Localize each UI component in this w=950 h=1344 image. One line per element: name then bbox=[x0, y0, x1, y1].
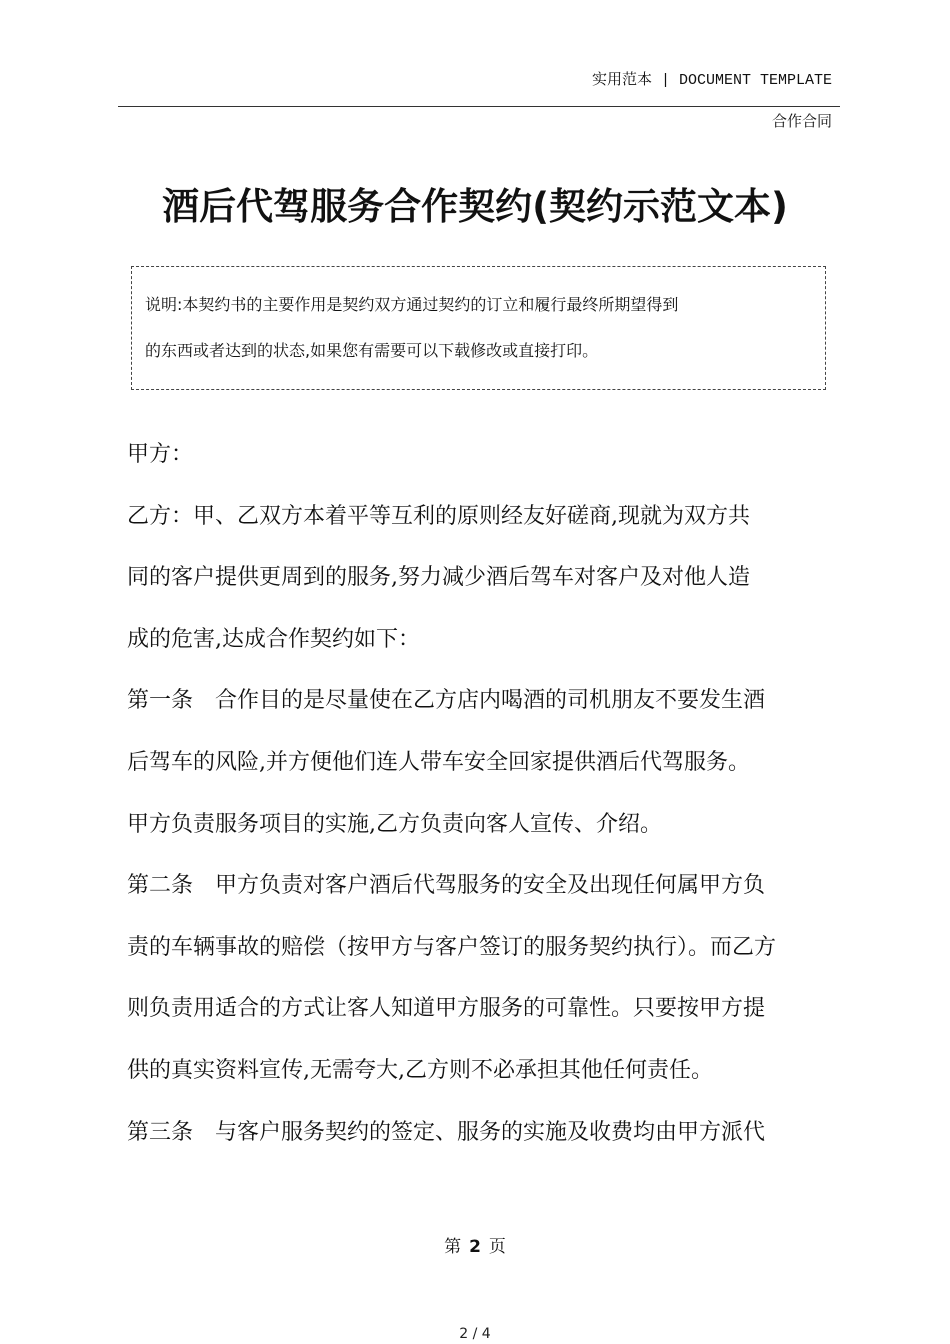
body-line: 甲方负责服务项目的实施,乙方负责向客人宣传、介绍。 bbox=[127, 811, 662, 837]
body-line: 同的客户提供更周到的服务,努力减少酒后驾车对客户及对他人造 bbox=[127, 565, 750, 591]
page-footer-suffix: 页 bbox=[488, 1237, 506, 1257]
document-title: 酒后代驾服务合作契约(契约示范文本) bbox=[162, 185, 788, 228]
note-line: 的东西或者达到的状态,如果您有需要可以下载修改或直接打印。 bbox=[145, 341, 599, 360]
body-line: 第三条 与客户服务契约的签定、服务的实施及收费均由甲方派代 bbox=[127, 1119, 766, 1145]
page-footer-prefix: 第 bbox=[444, 1237, 462, 1257]
body-line: 第一条 合作目的是尽量使在乙方店内喝酒的司机朋友不要发生酒 bbox=[127, 688, 766, 714]
body-line: 成的危害,达成合作契约如下： bbox=[127, 626, 420, 652]
body-line: 甲方： bbox=[127, 442, 194, 467]
header-category: 合作合同 bbox=[771, 112, 832, 130]
body-line: 供的真实资料宣传,无需夸大,乙方则不必承担其他任何责任。 bbox=[127, 1057, 713, 1083]
body-line: 责的车辆事故的赔偿（按甲方与客户签订的服务契约执行）。而乙方 bbox=[127, 934, 777, 960]
header-brand: 实用范本 | DOCUMENT TEMPLATE bbox=[591, 72, 832, 89]
note-box bbox=[131, 266, 826, 390]
body-line: 第二条 甲方负责对客户酒后代驾服务的安全及出现任何属甲方负 bbox=[127, 873, 766, 899]
note-line: 说明:本契约书的主要作用是契约双方通过契约的订立和履行最终所期望得到 bbox=[145, 295, 679, 314]
header-divider bbox=[118, 106, 840, 107]
page-footer bbox=[0, 1232, 950, 1257]
body-line: 则负责用适合的方式让客人知道甲方服务的可靠性。只要按甲方提 bbox=[127, 996, 766, 1022]
body-line: 后驾车的风险,并方便他们连人带车安全回家提供酒后代驾服务。 bbox=[127, 749, 750, 775]
page-number: 2 bbox=[469, 1237, 481, 1257]
body-line: 乙方：甲、乙双方本着平等互利的原则经友好磋商,现就为双方共 bbox=[127, 503, 750, 529]
contract-body bbox=[127, 424, 837, 1163]
page-counter: 2 / 4 bbox=[459, 1326, 491, 1342]
